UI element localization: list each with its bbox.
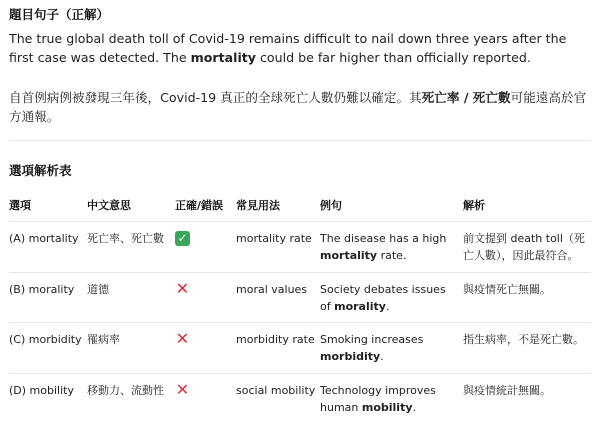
row-a-option: (A) mortality [9, 232, 79, 245]
header-verdict: 正確/錯誤 [175, 199, 224, 212]
row-a-example [320, 230, 456, 264]
row-b-example [320, 281, 456, 315]
row-b-verdict [175, 281, 190, 299]
row-b-option: (B) morality [9, 283, 75, 296]
header-analysis: 解析 [463, 199, 485, 212]
row-a-example-pre: The disease has a high [320, 232, 447, 245]
row-b-analysis: 與疫情死亡無關。 [463, 283, 551, 296]
table-title: 選項解析表 [9, 163, 72, 178]
header-meaning: 中文意思 [87, 199, 131, 212]
chinese-highlight: 死亡率 / 死亡數 [421, 90, 511, 105]
row-d-option: (D) mobility [9, 384, 74, 397]
cross-icon: ✕ [175, 380, 190, 399]
cross-icon: ✕ [175, 329, 190, 348]
chinese-text-part1: 自首例病例被發現三年後，Covid-19 真正的全球死亡人數仍難以確定。其 [9, 90, 422, 105]
row-d-verdict [175, 382, 190, 400]
row-c-analysis: 指生病率，不是死亡數。 [463, 333, 584, 346]
row-b-example-bold: morality [334, 300, 386, 313]
english-text-part2: could be far higher than officially reported. [256, 50, 531, 65]
row-a-usage: mortality rate [236, 232, 312, 245]
row-divider [9, 272, 591, 273]
english-text-part1: The true global death toll of Covid-19 remains difficult to nail down three years after the first case was detected. The [9, 31, 567, 65]
row-d-usage: social mobility [236, 384, 316, 397]
row-d-example-post: . [412, 401, 417, 414]
row-c-example [320, 331, 456, 365]
row-c-example-post: . [380, 350, 384, 363]
header-option: 選項 [9, 199, 31, 212]
row-b-example-pre: Society debates issues of [320, 283, 446, 313]
chinese-text-part2: 可能遠高於官方通報。 [9, 90, 587, 124]
row-c-example-pre: Smoking increases [320, 333, 424, 346]
row-a-example-post: rate. [377, 249, 407, 262]
question-heading: 題目句子（正解） [9, 7, 110, 22]
row-divider [9, 373, 591, 374]
english-sentence [9, 29, 591, 67]
row-c-example-bold: morbidity [320, 350, 381, 363]
row-c-meaning: 罹病率 [87, 333, 120, 346]
row-d-example-pre: Technology improves human [320, 384, 436, 414]
cross-icon: ✕ [175, 279, 190, 298]
row-c-usage: morbidity rate [236, 333, 315, 346]
row-a-analysis: 前文提到 death toll（死亡人數），因此最符合。 [463, 232, 585, 262]
row-a-meaning: 死亡率、死亡數 [87, 232, 164, 245]
row-b-meaning: 道德 [87, 283, 109, 296]
row-b-example-post: . [385, 300, 390, 313]
header-example: 例句 [320, 199, 342, 212]
row-d-analysis: 與疫情統計無關。 [463, 384, 551, 397]
header-divider [9, 221, 591, 222]
section-divider [9, 140, 591, 141]
english-highlight: mortality [190, 50, 256, 65]
header-usage: 常見用法 [236, 199, 280, 212]
row-c-verdict [175, 331, 190, 349]
row-c-option: (C) morbidity [9, 333, 82, 346]
row-d-meaning: 移動力、流動性 [87, 384, 164, 397]
row-a-example-bold: mortality [320, 249, 378, 262]
row-d-example-bold: mobility [361, 401, 413, 414]
row-b-usage: moral values [236, 283, 308, 296]
row-d-example [320, 382, 456, 416]
check-icon: ✓ [175, 231, 190, 246]
row-a-verdict [175, 230, 190, 247]
chinese-translation [9, 88, 591, 126]
row-divider [9, 322, 591, 323]
